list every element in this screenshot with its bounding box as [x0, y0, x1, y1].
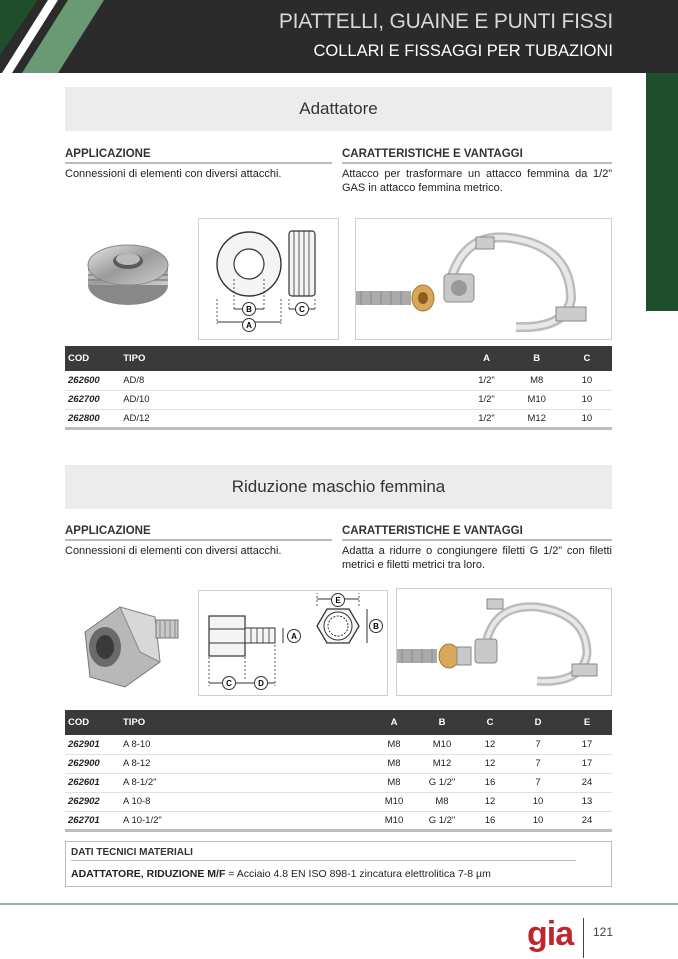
- dim-label-b: B: [373, 622, 379, 631]
- table-row: [65, 735, 612, 754]
- cell: 10: [562, 409, 612, 428]
- applicazione-label: APPLICAZIONE: [65, 525, 332, 541]
- section-title: Riduzione maschio femmina: [65, 465, 612, 509]
- cell: M10: [512, 390, 562, 409]
- page-number: 121: [593, 925, 614, 939]
- cell: 24: [562, 773, 612, 792]
- cell-cod: 262902: [65, 792, 120, 811]
- col-header: B: [512, 346, 562, 371]
- cell: 16: [466, 811, 514, 830]
- cell: M10: [370, 811, 418, 830]
- product-table: [65, 346, 612, 430]
- table-row: [65, 773, 612, 792]
- applicazione-label: APPLICAZIONE: [65, 148, 332, 164]
- page-header: [0, 0, 678, 73]
- col-header: C: [466, 710, 514, 735]
- dim-label-d: D: [258, 679, 264, 688]
- cell: 1/2": [461, 409, 511, 428]
- col-header: A: [461, 346, 511, 371]
- cell: 10: [514, 811, 562, 830]
- cell: 7: [514, 754, 562, 773]
- cell: 16: [466, 773, 514, 792]
- col-header: B: [418, 710, 466, 735]
- cell: 7: [514, 773, 562, 792]
- caratteristiche-text: Attacco per trasformare un attacco femmina da 1/2” GAS in attacco femmina metrico.: [342, 168, 612, 194]
- table-row: [65, 409, 612, 428]
- dim-label-b: B: [246, 305, 252, 314]
- col-header: TIPO: [120, 346, 461, 371]
- table-row: [65, 371, 612, 390]
- adattatore-drawing: [198, 218, 339, 340]
- cell: 7: [514, 735, 562, 754]
- riduzione-drawing: [198, 590, 388, 696]
- cell-tipo: AD/8: [120, 371, 461, 390]
- caratteristiche-label: CARATTERISTICHE E VANTAGGI: [342, 148, 612, 164]
- dati-tecnici-box: [65, 841, 612, 887]
- cell: 1/2": [461, 371, 511, 390]
- application-photo: [396, 588, 612, 696]
- cell-tipo: A 8-1/2": [120, 773, 370, 792]
- cell: G 1/2": [418, 811, 466, 830]
- dati-bold: ADATTATORE, RIDUZIONE M/F: [71, 868, 226, 880]
- cell: 10: [562, 371, 612, 390]
- cell-tipo: AD/10: [120, 390, 461, 409]
- col-header: COD: [65, 346, 120, 371]
- cell: 10: [514, 792, 562, 811]
- dim-label-a: A: [246, 321, 252, 330]
- side-tab: [646, 73, 678, 311]
- table-row: [65, 390, 612, 409]
- col-header: C: [562, 346, 612, 371]
- cell-tipo: A 10-1/2": [120, 811, 370, 830]
- cell: M12: [418, 754, 466, 773]
- applicazione-text: Connessioni di elementi con diversi attacchi.: [65, 545, 282, 557]
- cell-cod: 262800: [65, 409, 120, 428]
- col-header: TIPO: [120, 710, 370, 735]
- cell: 17: [562, 754, 612, 773]
- cell-tipo: A 8-12: [120, 754, 370, 773]
- footer-line: [0, 903, 678, 905]
- caratteristiche-text: Adatta a ridurre o congiungere filetti G 1/2” con filetti metrici e filetti metrici tra loro.: [342, 545, 612, 571]
- cell: M8: [512, 371, 562, 390]
- table-row: [65, 811, 612, 830]
- cell-cod: 262901: [65, 735, 120, 754]
- header-subtitle: COLLARI E FISSAGGI PER TUBAZIONI: [313, 42, 613, 60]
- cell: 13: [562, 792, 612, 811]
- dim-label-c: C: [226, 679, 232, 688]
- cell-tipo: A 10-8: [120, 792, 370, 811]
- caratteristiche-label: CARATTERISTICHE E VANTAGGI: [342, 525, 612, 541]
- riduzione-photo: [70, 592, 190, 697]
- col-header: E: [562, 710, 612, 735]
- table-row: [65, 754, 612, 773]
- cell: 12: [466, 792, 514, 811]
- cell-cod: 262600: [65, 371, 120, 390]
- dati-desc: = Acciaio 4.8 EN ISO 898-1 zincatura elettrolitica 7-8 µm: [225, 868, 491, 880]
- header-title: PIATTELLI, GUAINE E PUNTI FISSI: [278, 10, 613, 33]
- table-row: [65, 792, 612, 811]
- cell: 12: [466, 735, 514, 754]
- cell: M8: [370, 735, 418, 754]
- col-header: D: [514, 710, 562, 735]
- applicazione-text: Connessioni di elementi con diversi attacchi.: [65, 168, 282, 180]
- cell: M8: [418, 792, 466, 811]
- footer-separator: [583, 918, 584, 958]
- dim-label-c: C: [299, 305, 305, 314]
- dati-text: [71, 868, 491, 880]
- cell: 1/2": [461, 390, 511, 409]
- dim-label-e: E: [335, 596, 341, 605]
- cell: 12: [466, 754, 514, 773]
- cell: M10: [370, 792, 418, 811]
- dati-heading: DATI TECNICI MATERIALI: [71, 847, 193, 858]
- cell: M8: [370, 754, 418, 773]
- product-table: [65, 710, 612, 832]
- cell: M12: [512, 409, 562, 428]
- header-stripes: [0, 0, 110, 73]
- dim-label-a: A: [291, 632, 297, 641]
- cell-tipo: A 8-10: [120, 735, 370, 754]
- cell: 10: [562, 390, 612, 409]
- cell: G 1/2": [418, 773, 466, 792]
- adattatore-photo: [70, 215, 190, 325]
- cell-cod: 262701: [65, 811, 120, 830]
- cell: M8: [370, 773, 418, 792]
- application-photo: [355, 218, 612, 340]
- cell-tipo: AD/12: [120, 409, 461, 428]
- gia-logo: gia: [527, 915, 574, 953]
- cell-cod: 262900: [65, 754, 120, 773]
- section-title: Adattatore: [65, 87, 612, 131]
- cell-cod: 262700: [65, 390, 120, 409]
- col-header: COD: [65, 710, 120, 735]
- col-header: A: [370, 710, 418, 735]
- cell: M10: [418, 735, 466, 754]
- cell-cod: 262601: [65, 773, 120, 792]
- cell: 24: [562, 811, 612, 830]
- cell: 17: [562, 735, 612, 754]
